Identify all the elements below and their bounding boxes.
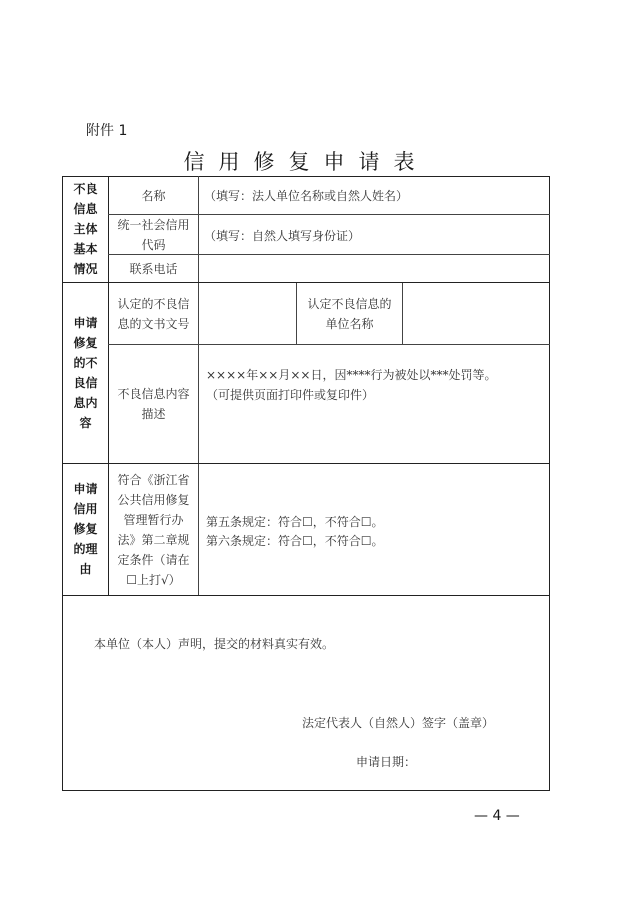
article6-check[interactable]: 第六条规定：符合☐，不符合☐。 (206, 534, 384, 548)
credit-code-label: 统一社会信用 代码 (117, 217, 190, 252)
name-label: 名称 (141, 188, 166, 203)
article5-check[interactable]: 第五条规定：符合☐，不符合☐。 (206, 515, 384, 529)
divider (198, 176, 199, 595)
issuing-unit-label: 认定不良信息的 单位名称 (307, 296, 392, 331)
phone-label: 联系电话 (129, 261, 178, 276)
page-number: — 4 — (474, 808, 520, 824)
credit-code-value[interactable]: （填写：自然人填写身份证） (204, 229, 361, 243)
regulation-label: 符合《浙江省 公共信用修复 管理暂行办 法》第二章规 定条件（请在 ☐上打√） (117, 472, 190, 587)
section1-header: 不良 信息 主体 基本 情况 (73, 182, 98, 276)
divider (62, 595, 550, 596)
date-label: 申请日期： (356, 755, 417, 769)
name-value[interactable]: （填写：法人单位名称或自然人姓名） (204, 189, 409, 203)
description-value[interactable]: ××××年××月××日，因****行为被处以***处罚等。 （可提供页面打印件或复印件） (206, 368, 497, 402)
signature-label: 法定代表人（自然人）签字（盖章） (302, 716, 495, 730)
declaration-statement: 本单位（本人）声明，提交的材料真实有效。 (94, 637, 335, 651)
form-title: 信用修复申请表 (183, 150, 429, 174)
description-label: 不良信息内容 描述 (117, 387, 190, 421)
divider (402, 282, 403, 344)
attachment-label: 附件 1 (86, 123, 128, 139)
doc-number-label: 认定的不良信 息的文书文号 (117, 296, 190, 331)
section3-header: 申请 信用 修复 的理 由 (73, 482, 98, 576)
section2-header: 申请 修复 的不 良信 息内 容 (73, 315, 98, 430)
